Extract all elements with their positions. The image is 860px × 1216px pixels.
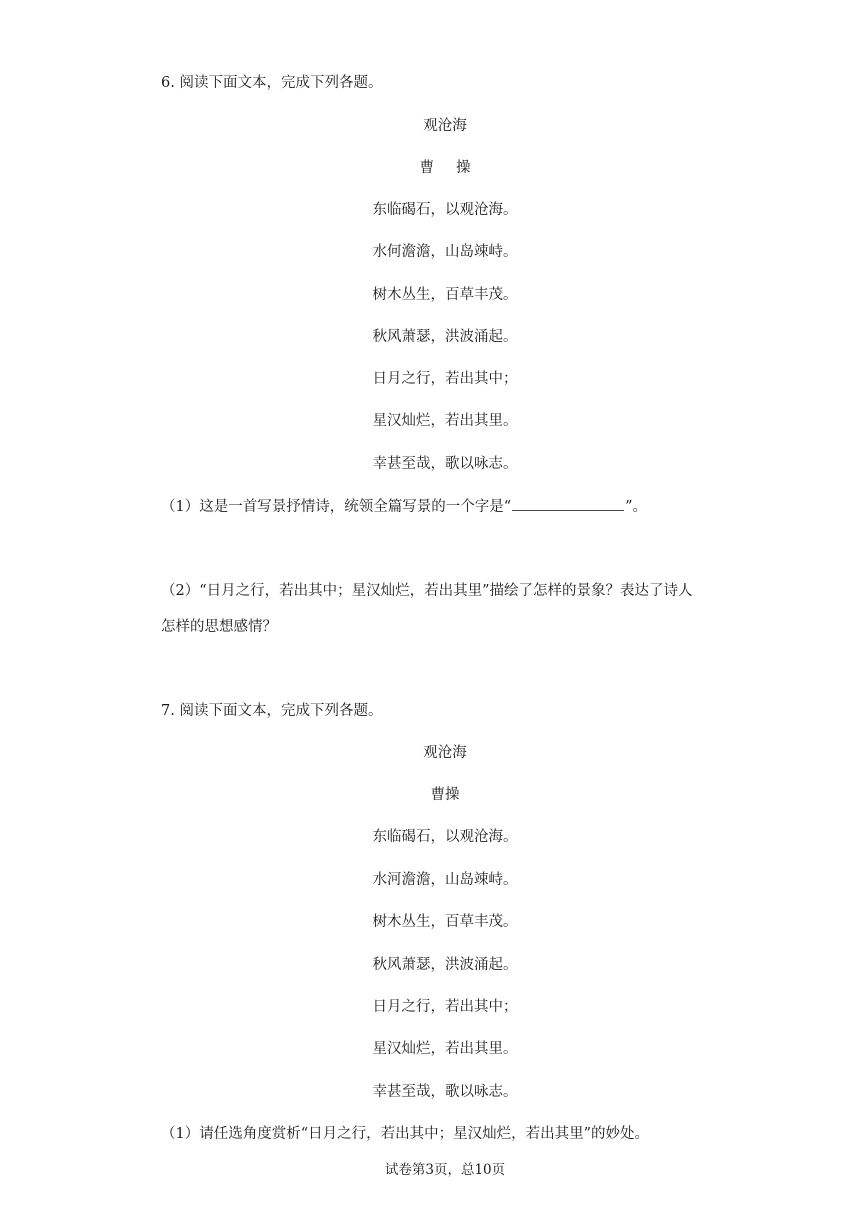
q6-sub1-answer-blank[interactable] (512, 497, 624, 511)
q6-poem-line-6: 星汉灿烂，若出其里。 (372, 413, 518, 429)
q6-poem-line-1: 东临碣石，以观沧海。 (372, 202, 518, 218)
q7-sub-question-1: （1）请任选角度赏析“日月之行，若出其中；星汉灿烂，若出其里”的妙处。 (161, 1126, 650, 1142)
q6-poem-line-7: 幸甚至哉，歌以咏志。 (372, 456, 518, 472)
q7-poem-line-2: 水河澹澹，山岛竦峙。 (372, 872, 518, 888)
q7-poem-line-6: 星汉灿烂，若出其里。 (372, 1041, 518, 1057)
q7-stem: 7. 阅读下面文本，完成下列各题。 (161, 703, 383, 719)
q7-poem-line-1: 东临碣石，以观沧海。 (372, 829, 518, 845)
q7-poem-line-3: 树木丛生，百草丰茂。 (372, 914, 518, 930)
q6-sub-question-1 (161, 497, 647, 517)
q7-poem-line-4: 秋风萧瑟，洪波涌起。 (372, 957, 518, 973)
q6-author-char-2: 操 (456, 160, 471, 176)
q6-poem-line-2: 水何澹澹，山岛竦峙。 (372, 244, 518, 260)
q6-stem: 6. 阅读下面文本，完成下列各题。 (161, 75, 383, 91)
q6-sub-question-2-line-1: （2）“日月之行，若出其中；星汉灿烂，若出其里”描绘了怎样的景象？表达了诗人 (161, 583, 693, 599)
q6-sub1-text-after: ”。 (625, 499, 648, 515)
q6-sub-question-2-line-2: 怎样的思想感情？ (161, 619, 277, 635)
q7-poem-line-5: 日月之行，若出其中； (372, 999, 518, 1015)
page-footer: 试卷第3页，总10页 (384, 1162, 506, 1178)
q7-poem-author: 曹操 (430, 787, 460, 803)
q6-poem-line-3: 树木丛生，百草丰茂。 (372, 287, 518, 303)
q6-poem-line-4: 秋风萧瑟，洪波涌起。 (372, 329, 518, 345)
q6-poem-line-5: 日月之行，若出其中； (372, 371, 518, 387)
q7-poem-title: 观沧海 (423, 745, 467, 761)
q6-poem-title: 观沧海 (423, 118, 467, 134)
q6-poem-author (0, 158, 860, 178)
q6-sub1-text-before: （1）这是一首写景抒情诗，统领全篇写景的一个字是“ (161, 499, 512, 515)
q7-poem-line-7: 幸甚至哉，歌以咏志。 (372, 1084, 518, 1100)
q6-author-char-1: 曹 (419, 160, 434, 176)
